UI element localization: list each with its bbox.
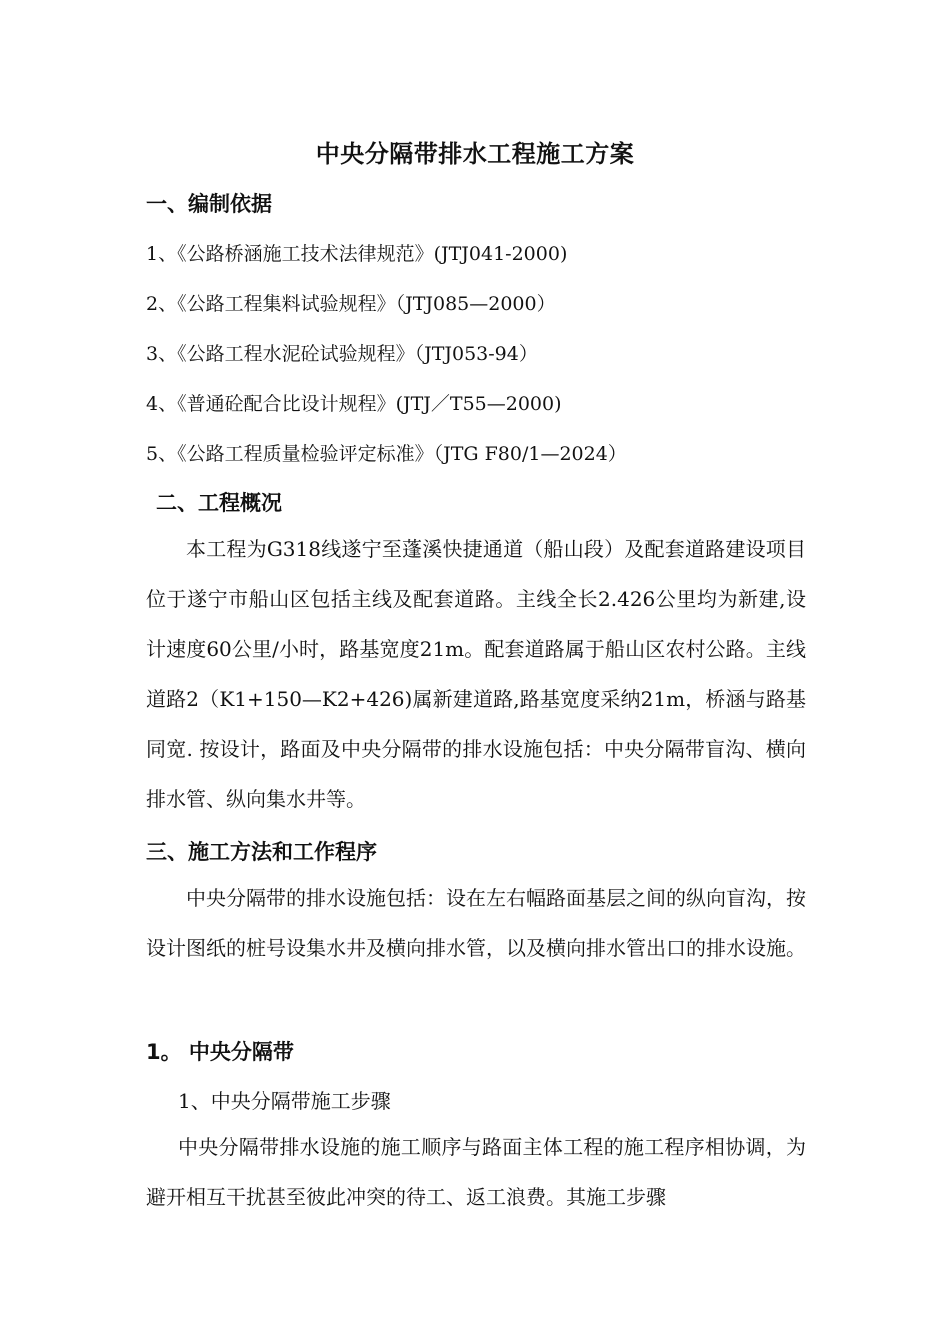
reference-item: 1、《公路桥涵施工技术法律规范》(JTJ041-2000) — [146, 243, 568, 265]
overview-paragraph: 本工程为G318线遂宁至蓬溪快捷通道（船山段）及配套道路建设项目位于遂宁市船山区包括主线及配套道路。主线全长2.426公里均为新建,设计速度60公里/小时，路基宽度21m。配套道路属于船山区农村公路。主线道路2（K1+150—K2+426)属新建道路,路基宽度采纳21m，桥涵与路基同宽. 按设计，路面及中央分隔带的排水设施包括：中央分隔带盲沟、横向排水管、纵向集水井等。 — [146, 537, 806, 811]
steps-paragraph: 中央分隔带排水设施的施工顺序与路面主体工程的施工程序相协调，为避开相互干扰甚至彼此冲突的待工、返工浪费。其施工步骤 — [146, 1135, 806, 1209]
section-heading-overview: 二、工程概况 — [156, 491, 282, 515]
methods-paragraph: 中央分隔带的排水设施包括：设在左右幅路面基层之间的纵向盲沟，按设计图纸的桩号设集水井及横向排水管，以及横向排水管出口的排水设施。 — [146, 886, 806, 960]
step-heading: 1、中央分隔带施工步骤 — [178, 1089, 391, 1113]
reference-item: 5、《公路工程质量检验评定标准》（JTG F80/1—2024） — [146, 443, 627, 465]
section-heading-methods: 三、施工方法和工作程序 — [146, 840, 377, 864]
subsection-heading-median: 1。 中央分隔带 — [146, 1040, 294, 1064]
reference-item: 2、《公路工程集料试验规程》（JTJ085—2000） — [146, 293, 556, 315]
document-title: 中央分隔带排水工程施工方案 — [315, 140, 635, 168]
reference-item: 4、《普通砼配合比设计规程》(JTJ／T55—2000) — [146, 393, 562, 415]
section-heading-basis: 一、编制依据 — [146, 192, 272, 216]
reference-item: 3、《公路工程水泥砼试验规程》（JTJ053-94） — [146, 343, 538, 365]
